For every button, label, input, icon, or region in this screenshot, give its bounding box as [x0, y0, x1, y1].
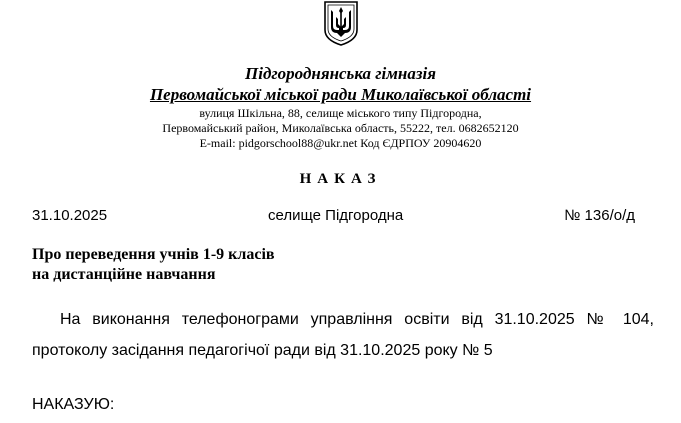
address-line: вулиця Шкільна, 88, селище міського типу Підгородна,: [199, 106, 482, 120]
contact-line: E-mail: pidgorschool88@ukr.net Код ЄДРПОУ 20904620: [199, 136, 482, 150]
order-date: 31.10.2025: [32, 207, 108, 224]
body-paragraph: На виконання телефонограми управління освіти від 31.10.2025 № 104,: [60, 311, 654, 328]
order-subject: на дистанційне навчання: [32, 266, 216, 283]
order-meta-row: [32, 207, 635, 227]
order-number: № 136/о/д: [564, 207, 635, 224]
order-title: НАКАЗ: [299, 171, 382, 187]
decree-label: НАКАЗУЮ:: [32, 396, 115, 413]
order-place: селище Підгородна: [268, 207, 404, 224]
trident-coat-of-arms-icon: [322, 0, 360, 46]
school-authority: Первомайської міської ради Миколаївської області: [149, 85, 532, 104]
order-subject: Про переведення учнів 1-9 класів: [32, 246, 275, 263]
body-paragraph: протоколу засідання педагогічої ради від 31.10.2025 року № 5: [32, 342, 493, 359]
school-name: Підгороднянська гімназія: [245, 64, 436, 83]
address-line: Первомайський район, Миколаївська область, 55222, тел. 0682652120: [162, 121, 519, 135]
